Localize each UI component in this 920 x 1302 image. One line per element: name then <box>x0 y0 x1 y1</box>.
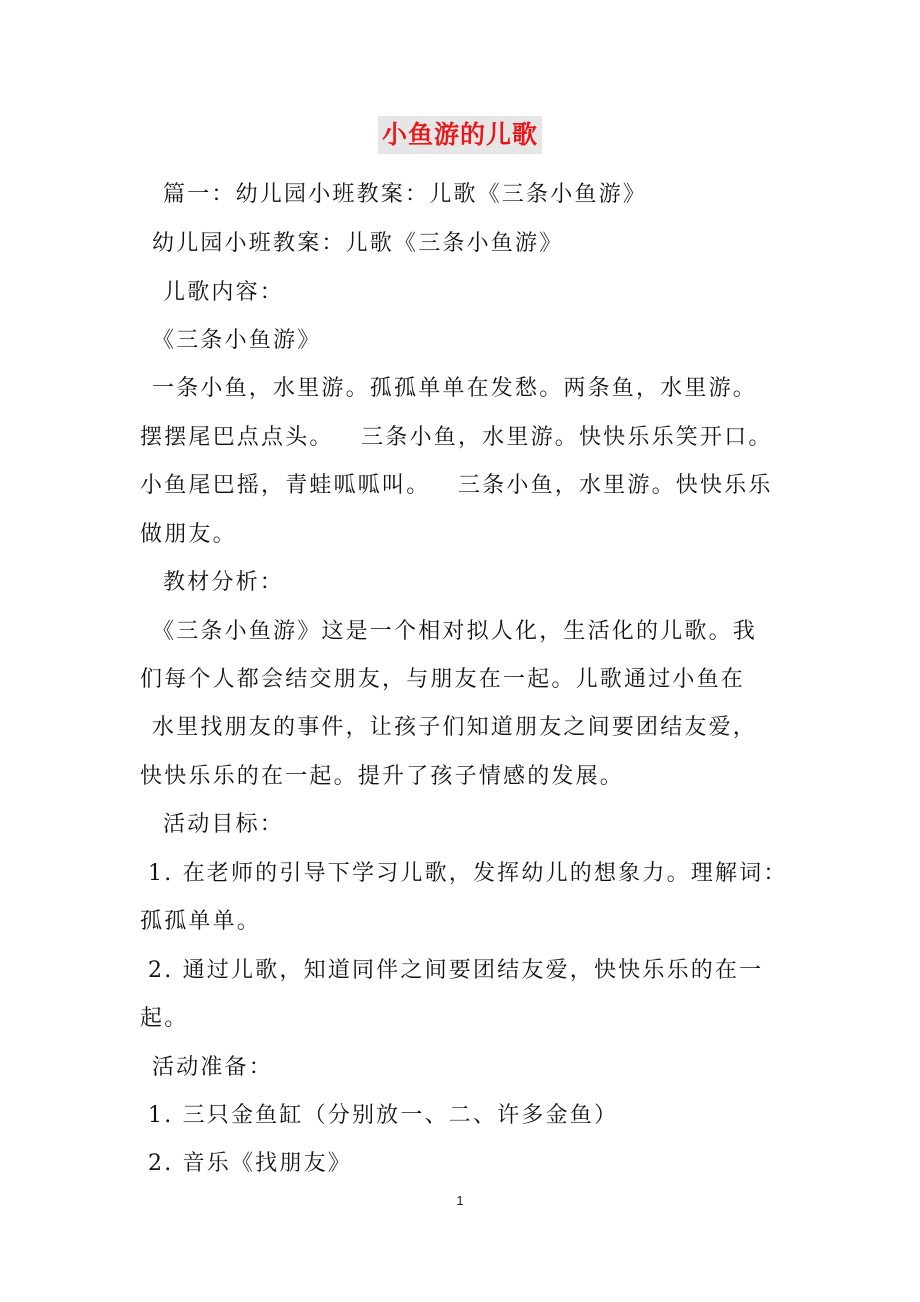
text-line: 篇一：幼儿园小班教案：儿歌《三条小鱼游》 <box>163 182 648 207</box>
text-line: 摆摆尾巴点点头。 三条小鱼，水里游。快快乐乐笑开口。 <box>140 425 773 450</box>
text-line: 小鱼尾巴摇，青蛙呱呱叫。 三条小鱼，水里游。快快乐乐 <box>140 473 773 498</box>
text-line: 2. 音乐《找朋友》 <box>148 1151 352 1176</box>
text-line: 一条小鱼，水里游。孤孤单单在发愁。两条鱼，水里游。 <box>152 376 758 401</box>
title-container <box>0 116 920 154</box>
text-line: 教材分析： <box>163 570 285 595</box>
document-title: 小鱼游的儿歌 <box>378 116 542 154</box>
text-line: 们每个人都会结交朋友，与朋友在一起。儿歌通过小鱼在 <box>140 667 746 692</box>
text-line: 《三条小鱼游》 <box>152 328 322 353</box>
text-line: 《三条小鱼游》这是一个相对拟人化，生活化的儿歌。我 <box>152 619 758 644</box>
page-number: 1 <box>456 1193 464 1208</box>
text-line: 孤孤单单。 <box>140 909 262 934</box>
text-line: 2. 通过儿歌，知道同伴之间要团结友爱，快快乐乐的在一 <box>148 958 764 983</box>
text-line: 1. 在老师的引导下学习儿歌，发挥幼儿的想象力。理解词： <box>148 861 788 886</box>
text-line: 1. 三只金鱼缸（分别放一、二、许多金鱼） <box>148 1103 619 1128</box>
text-line: 做朋友。 <box>140 522 237 547</box>
text-line: 幼儿园小班教案：儿歌《三条小鱼游》 <box>152 231 564 256</box>
text-line: 活动准备： <box>152 1055 274 1080</box>
text-line: 水里找朋友的事件，让孩子们知道朋友之间要团结友爱， <box>152 715 758 740</box>
text-line: 儿歌内容： <box>163 280 285 305</box>
text-line: 起。 <box>140 1006 189 1031</box>
text-line: 活动目标： <box>163 812 285 837</box>
text-line: 快快乐乐的在一起。提升了孩子情感的发展。 <box>140 764 625 789</box>
